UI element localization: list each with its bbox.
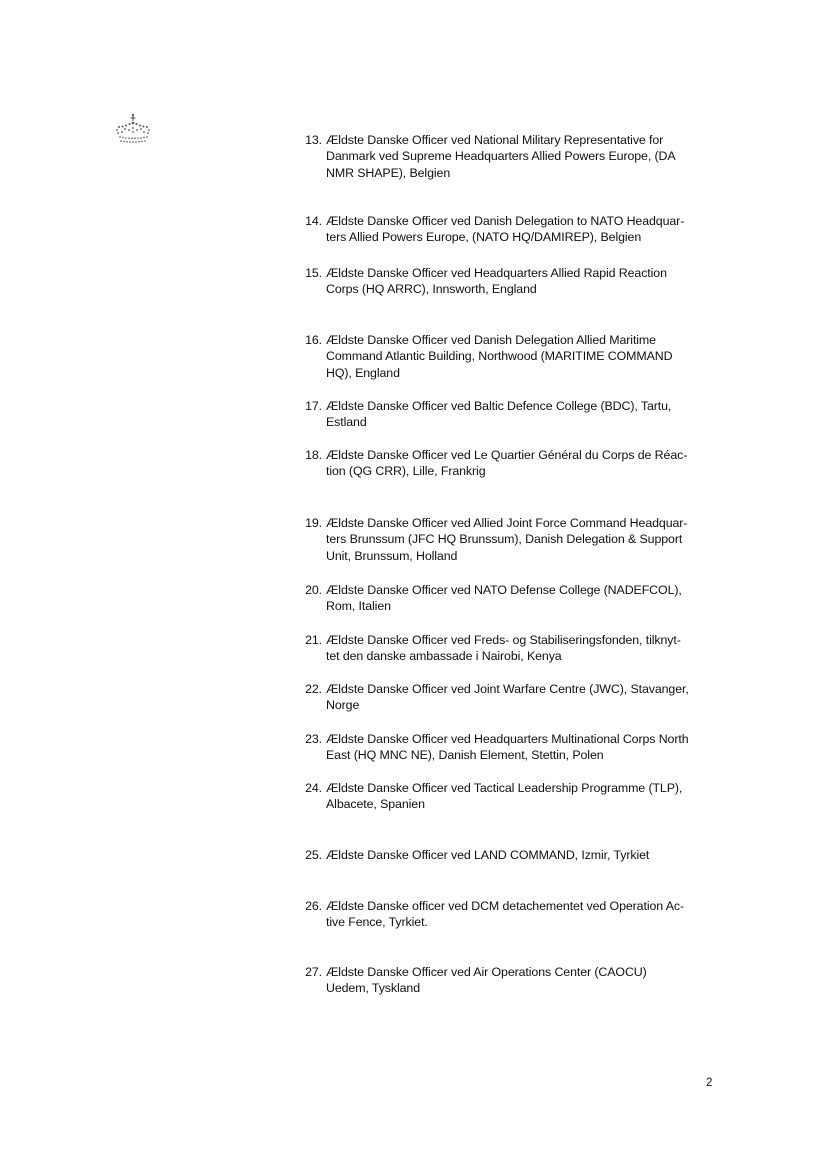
item-text: Ældste Danske Officer ved Air Operations Center (CAOCU) Uedem, Tyskland bbox=[326, 965, 647, 996]
item-number: 15. bbox=[305, 266, 322, 280]
item-text: Ældste Danske Officer ved Baltic Defence College (BDC), Tartu, Estland bbox=[326, 399, 672, 430]
item-number: 26. bbox=[305, 899, 322, 913]
item-number: 17. bbox=[305, 399, 322, 413]
item-text: Ældste Danske Officer ved NATO Defense College (NADEFCOL), Rom, Italien bbox=[326, 583, 682, 614]
item-text: Ældste Danske Officer ved Headquarters Allied Rapid Reaction Corps (HQ ARRC), Innsworth, England bbox=[326, 266, 667, 297]
item-text: Ældste Danske officer ved DCM detachementet ved Operation Ac- tive Fence, Tyrkiet. bbox=[326, 899, 684, 930]
item-number: 24. bbox=[305, 781, 322, 795]
item-number: 18. bbox=[305, 448, 322, 462]
item-number: 19. bbox=[305, 516, 322, 530]
item-text: Ældste Danske Officer ved Headquarters Multinational Corps North East (HQ MNC NE), Danish Element, Stettin, Polen bbox=[326, 732, 689, 763]
royal-crown-icon bbox=[114, 112, 152, 146]
item-text: Ældste Danske Officer ved Danish Delegation to NATO Headquar- ters Allied Powers Europe, (NATO HQ/DAMIREP), Belgien bbox=[326, 214, 685, 245]
item-text: Ældste Danske Officer ved Allied Joint Force Command Headquar- ters Brunssum (JFC HQ Brunssum), Danish Delegation & Support Unit, Brunssum, Holland bbox=[326, 516, 688, 563]
item-number: 23. bbox=[305, 732, 322, 746]
item-number: 27. bbox=[305, 965, 322, 979]
item-text: Ældste Danske Officer ved LAND COMMAND, Izmir, Tyrkiet bbox=[326, 848, 650, 862]
item-number: 25. bbox=[305, 848, 322, 862]
page-number: 2 bbox=[706, 1077, 713, 1089]
item-number: 20. bbox=[305, 583, 322, 597]
item-text: Ældste Danske Officer ved Freds- og Stabiliseringsfonden, tilknyt- tet den danske ambassade i Nairobi, Kenya bbox=[326, 633, 681, 664]
item-number: 14. bbox=[305, 214, 322, 228]
item-text: Ældste Danske Officer ved National Military Representative for Danmark ved Supreme Headquarters Allied Powers Europe, (DA NMR SHAPE), Belgien bbox=[326, 133, 676, 180]
item-number: 21. bbox=[305, 633, 322, 647]
item-text: Ældste Danske Officer ved Le Quartier Général du Corps de Réac- tion (QG CRR), Lille, Frankrig bbox=[326, 448, 688, 479]
item-text: Ældste Danske Officer ved Danish Delegation Allied Maritime Command Atlantic Building, Northwood (MARITIME COMMAND HQ), England bbox=[326, 333, 673, 380]
item-number: 16. bbox=[305, 333, 322, 347]
item-text: Ældste Danske Officer ved Tactical Leadership Programme (TLP), Albacete, Spanien bbox=[326, 781, 683, 812]
item-text: Ældste Danske Officer ved Joint Warfare Centre (JWC), Stavanger, Norge bbox=[326, 682, 689, 713]
item-number: 13. bbox=[305, 133, 322, 147]
item-number: 22. bbox=[305, 682, 322, 696]
